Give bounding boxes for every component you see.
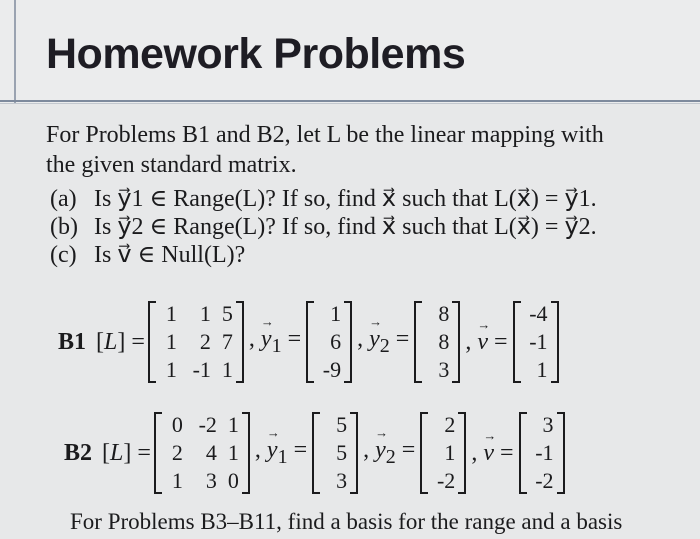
vector-entry: 3 xyxy=(542,412,554,437)
matrix-entry: 4 xyxy=(205,440,217,465)
vector-entry: 5 xyxy=(336,440,348,465)
problem-b1 xyxy=(58,297,562,387)
matrix-entry: 1 xyxy=(227,412,239,437)
vector-entry: -2 xyxy=(436,468,456,493)
header xyxy=(0,0,700,104)
matrix-entry: 1 xyxy=(165,329,177,354)
problem-label: B1 xyxy=(58,328,87,355)
matrix-entry: 1 xyxy=(165,301,177,326)
problem-b2 xyxy=(64,408,568,498)
vector-entry: 2 xyxy=(444,412,456,437)
vector-y1 xyxy=(306,300,352,384)
matrix-entry: 2 xyxy=(171,440,183,465)
y2-label: , $y \to_2$ = xyxy=(357,326,409,358)
question-label: (c) xyxy=(50,242,77,268)
header-divider-shadow xyxy=(0,103,700,104)
matrix-entry: 1 xyxy=(221,357,233,382)
vector-y2 xyxy=(414,300,460,384)
question-label: (a) xyxy=(50,186,77,212)
vector-entry: -1 xyxy=(535,440,554,465)
intro-line-1: For Problems B1 and B2, let L be the linear mapping with xyxy=(46,122,604,148)
matrix-entry: 5 xyxy=(221,301,233,326)
standard-matrix xyxy=(154,411,250,495)
matrix-entry: -2 xyxy=(198,412,217,437)
matrix-entry: 1 xyxy=(227,440,239,465)
matrix-entry: 3 xyxy=(205,468,217,493)
vector-entry: -9 xyxy=(322,357,342,382)
page-title: Homework Problems xyxy=(46,30,466,78)
vector-entry: 1 xyxy=(444,440,456,465)
question-text: Is v⃗ ∈ Null(L)? xyxy=(94,242,246,268)
question-b xyxy=(50,213,597,241)
footer-text: For Problems B3–B11, find a basis for the range and a basis xyxy=(70,509,623,534)
problem-label: B2 xyxy=(64,439,93,466)
vector-entry: -4 xyxy=(529,301,548,326)
vector-entry: 3 xyxy=(336,468,348,493)
vector-entry: 1 xyxy=(536,357,548,382)
vector-entry: -2 xyxy=(535,468,554,493)
matrix-entry: 0 xyxy=(227,468,239,493)
vector-entry: 3 xyxy=(438,357,450,382)
header-divider xyxy=(0,100,700,102)
question-text: Is y⃗1 ∈ Range(L)? If so, find x⃗ such that L(x⃗) = y⃗1. xyxy=(94,186,597,212)
vector-entry: 8 xyxy=(438,301,450,326)
matrix-entry: 0 xyxy=(171,412,183,437)
y1-label: , $y \to_1$ = xyxy=(249,326,301,358)
margin-rule xyxy=(14,0,16,104)
vector-y1 xyxy=(312,411,358,495)
question-label: (b) xyxy=(50,214,78,240)
matrix-label: [L] = xyxy=(96,328,145,355)
vector-entry: 8 xyxy=(438,329,450,354)
vector-v xyxy=(519,411,565,495)
standard-matrix xyxy=(148,300,244,384)
vector-entry: 6 xyxy=(330,329,342,354)
vector-entry: 1 xyxy=(330,301,342,326)
matrix-entry: 1 xyxy=(171,468,183,493)
matrix-entry: 2 xyxy=(199,329,211,354)
vector-y2 xyxy=(420,411,466,495)
intro-line-2: the given standard matrix. xyxy=(46,152,297,178)
matrix-entry: 1 xyxy=(165,357,177,382)
vector-entry: 5 xyxy=(336,412,348,437)
question-c xyxy=(50,241,245,269)
matrix-entry: -1 xyxy=(192,357,211,382)
y1-label: , $y \to_1$ = xyxy=(255,437,307,469)
vector-v xyxy=(513,300,559,384)
question-text: Is y⃗2 ∈ Range(L)? If so, find x⃗ such that L(x⃗) = y⃗2. xyxy=(94,214,597,240)
matrix-entry: 1 xyxy=(199,301,211,326)
matrix-entry: 7 xyxy=(221,329,233,354)
y2-label: , $y \to_2$ = xyxy=(363,437,415,469)
vector-entry: -1 xyxy=(529,329,548,354)
question-a xyxy=(50,185,597,213)
matrix-label: [L] = xyxy=(102,439,151,466)
v-label: , v → = xyxy=(465,329,507,356)
v-label: , v → = xyxy=(471,440,513,467)
